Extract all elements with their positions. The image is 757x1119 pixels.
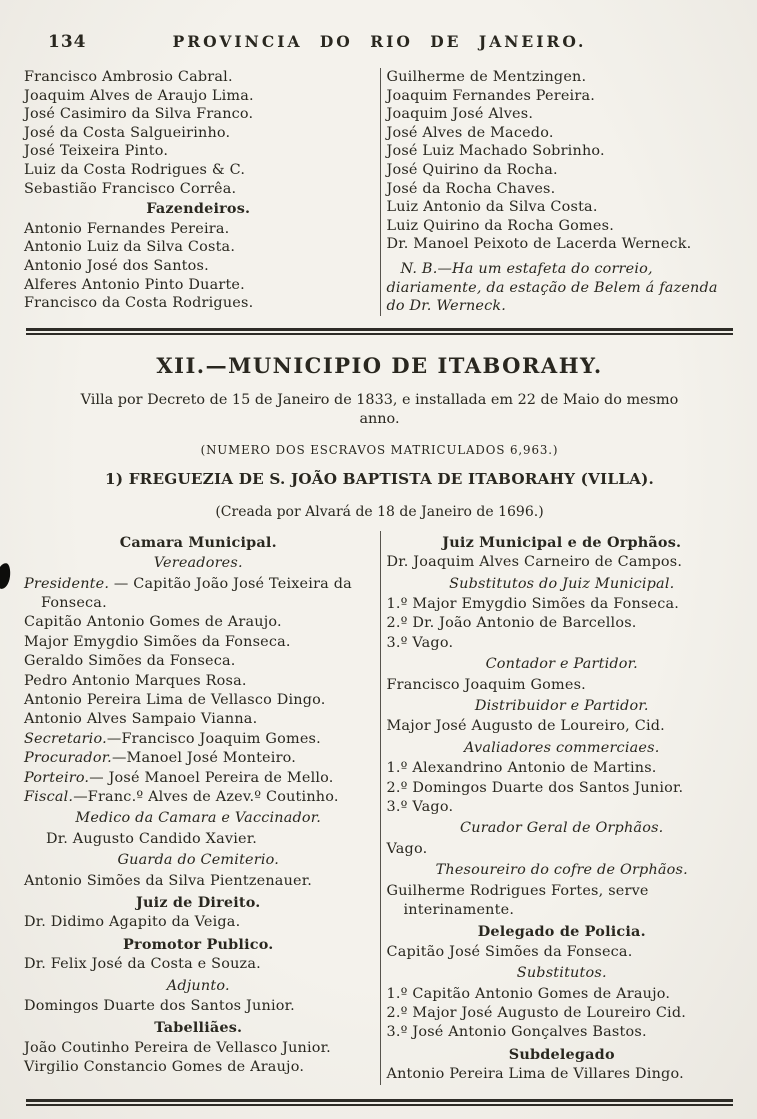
municipio-intro: Villa por Decreto de 15 de Janeiro de 1833, e installada em 22 de Maio do mesmo anno. [80, 391, 679, 428]
created-note: (Creada por Alvará de 18 de Janeiro de 1696.) [215, 503, 544, 520]
nota-bene-note: N. B.—Ha um estafeta do correio, diariamente, da estação de Belem á fazenda do Dr. Werneck. [386, 260, 718, 315]
list-entry: Dr. Augusto Candido Xavier. [46, 830, 257, 847]
camara-municipal-column [22, 531, 380, 1085]
section-heading: Subdelegado [508, 1045, 615, 1063]
section-heading: Camara Municipal. [119, 533, 277, 551]
subsection-heading: Substitutos do Juiz Municipal. [449, 575, 675, 592]
list-entry: Domingos Duarte dos Santos Junior. [24, 998, 295, 1015]
list-entry: José Alves de Macedo. [386, 124, 554, 141]
list-entry: Guilherme Rodrigues Fortes, serve interinamente. [386, 882, 649, 919]
list-entry: Francisco da Costa Rodrigues. [24, 295, 254, 312]
list-entry: Antonio Fernandes Pereira. [24, 220, 230, 237]
running-title: PROVINCIA DO RIO DE JANEIRO. [172, 32, 587, 51]
list-entry: Francisco Joaquim Gomes. [386, 676, 586, 693]
list-entry: Antonio Simões da Silva Pientzenauer. [24, 872, 313, 889]
list-entry: Geraldo Simões da Fonseca. [24, 653, 236, 670]
list-entry: Virgilio Constancio Gomes de Araujo. [24, 1059, 305, 1076]
list-entry: Luiz Quirino da Rocha Gomes. [386, 217, 614, 234]
directory-continuation-section [22, 68, 737, 316]
top-right-column [380, 68, 738, 316]
list-entry: Porteiro.— José Manoel Pereira de Mello. [24, 769, 334, 786]
list-entry: 1.º Alexandrino Antonio de Martins. [386, 760, 657, 777]
subsection-heading: Substitutos. [516, 965, 607, 982]
section-heading: Delegado de Policia. [477, 923, 646, 941]
list-entry: José da Rocha Chaves. [386, 180, 556, 197]
section-heading: Fazendeiros. [146, 200, 251, 218]
page-header [48, 30, 711, 56]
list-entry: Dr. Manoel Peixoto de Lacerda Werneck. [386, 236, 692, 253]
list-entry: Antonio Alves Sampaio Vianna. [24, 711, 258, 728]
list-entry: 2.º Major José Augusto de Loureiro Cid. [386, 1005, 687, 1022]
list-entry: 1.º Major Emygdio Simões da Fonseca. [386, 595, 680, 612]
list-entry: Antonio José dos Santos. [24, 257, 209, 274]
page-bottom-rule [26, 1099, 733, 1106]
list-entry: Joaquim Fernandes Pereira. [386, 87, 595, 104]
freguezia-heading: 1) FREGUEZIA DE S. JOÃO BAPTISTA DE ITABORAHY (VILLA). [105, 469, 654, 488]
section-heading: Promotor Publico. [123, 935, 274, 953]
slaves-count-line: (NUMERO DOS ESCRAVOS MATRICULADOS 6,963.) [200, 442, 559, 457]
list-entry: Guilherme de Mentzingen. [386, 69, 587, 85]
section-heading: Tabelliães. [154, 1019, 243, 1037]
municipio-title: XII.—MUNICIPIO DE ITABORAHY. [156, 352, 603, 378]
subsection-heading: Guarda do Cemiterio. [117, 852, 280, 869]
subsection-heading: Curador Geral de Orphãos. [460, 820, 664, 837]
list-entry: 2.º Domingos Duarte dos Santos Junior. [386, 779, 684, 796]
list-entry: Presidente. — Capitão João José Teixeira da Fonseca. [24, 575, 352, 611]
list-entry: 1.º Capitão Antonio Gomes de Araujo. [386, 985, 671, 1002]
list-entry: Dr. Felix José da Costa e Souza. [24, 956, 261, 973]
list-entry: Francisco Ambrosio Cabral. [24, 69, 233, 85]
list-entry: José da Costa Salgueirinho. [24, 124, 231, 141]
judiciary-police-column [380, 531, 738, 1085]
list-entry: 3.º José Antonio Gonçalves Bastos. [386, 1024, 647, 1041]
list-entry: Joaquim Alves de Araujo Lima. [24, 87, 254, 104]
list-entry: Secretario.—Francisco Joaquim Gomes. [24, 730, 321, 747]
list-entry: Antonio Pereira Lima de Villares Dingo. [386, 1066, 684, 1083]
section-heading: Juiz Municipal e de Orphãos. [442, 533, 682, 551]
list-entry: Fiscal.—Franc.º Alves de Azev.º Coutinho. [24, 789, 339, 805]
list-entry: Capitão José Simões da Fonseca. [386, 943, 633, 960]
list-entry: 3.º Vago. [386, 799, 454, 815]
section-divider-rule [26, 328, 733, 335]
list-entry: Alferes Antonio Pinto Duarte. [24, 276, 245, 293]
subsection-heading: Vereadores. [153, 555, 243, 572]
ink-smudge [0, 562, 12, 589]
list-entry: Pedro Antonio Marques Rosa. [24, 672, 247, 689]
subsection-heading: Contador e Partidor. [485, 656, 638, 673]
top-left-column [22, 68, 380, 316]
list-entry: Luiz da Costa Rodrigues & C. [24, 161, 246, 178]
subsection-heading: Thesoureiro do cofre de Orphãos. [435, 862, 688, 879]
list-entry: Joaquim José Alves. [386, 106, 534, 123]
list-entry: Major Emygdio Simões da Fonseca. [24, 633, 291, 650]
list-entry: 3.º Vago. [386, 634, 454, 651]
list-entry: José Casimiro da Silva Franco. [24, 106, 254, 123]
subsection-heading: Distribuidor e Partidor. [474, 697, 649, 714]
list-entry: Capitão Antonio Gomes de Araujo. [24, 614, 282, 631]
subsection-heading: Adjunto. [166, 977, 230, 994]
list-entry: José Luiz Machado Sobrinho. [386, 143, 605, 160]
subsection-heading: Avaliadores commerciaes. [464, 739, 660, 756]
list-entry: José Quirino da Rocha. [386, 161, 558, 178]
list-entry: Luiz Antonio da Silva Costa. [386, 199, 598, 216]
list-entry: João Coutinho Pereira de Vellasco Junior. [24, 1039, 331, 1056]
freguezia-officials-section [22, 531, 737, 1085]
section-heading: Juiz de Direito. [135, 894, 261, 912]
list-entry: Antonio Luiz da Silva Costa. [24, 239, 236, 256]
list-entry: Sebastião Francisco Corrêa. [24, 180, 237, 197]
page-number: 134 [48, 32, 87, 52]
list-entry: José Teixeira Pinto. [24, 143, 169, 160]
list-entry: Dr. Didimo Agapito da Veiga. [24, 914, 241, 931]
list-entry: Vago. [386, 840, 428, 857]
list-entry: Procurador.—Manoel José Monteiro. [24, 750, 297, 767]
list-entry: Antonio Pereira Lima de Vellasco Dingo. [24, 691, 326, 708]
subsection-heading: Medico da Camara e Vaccinador. [75, 810, 322, 827]
list-entry: Major José Augusto de Loureiro, Cid. [386, 718, 665, 735]
list-entry: Dr. Joaquim Alves Carneiro de Campos. [386, 554, 683, 571]
list-entry: 2.º Dr. João Antonio de Barcellos. [386, 615, 637, 632]
